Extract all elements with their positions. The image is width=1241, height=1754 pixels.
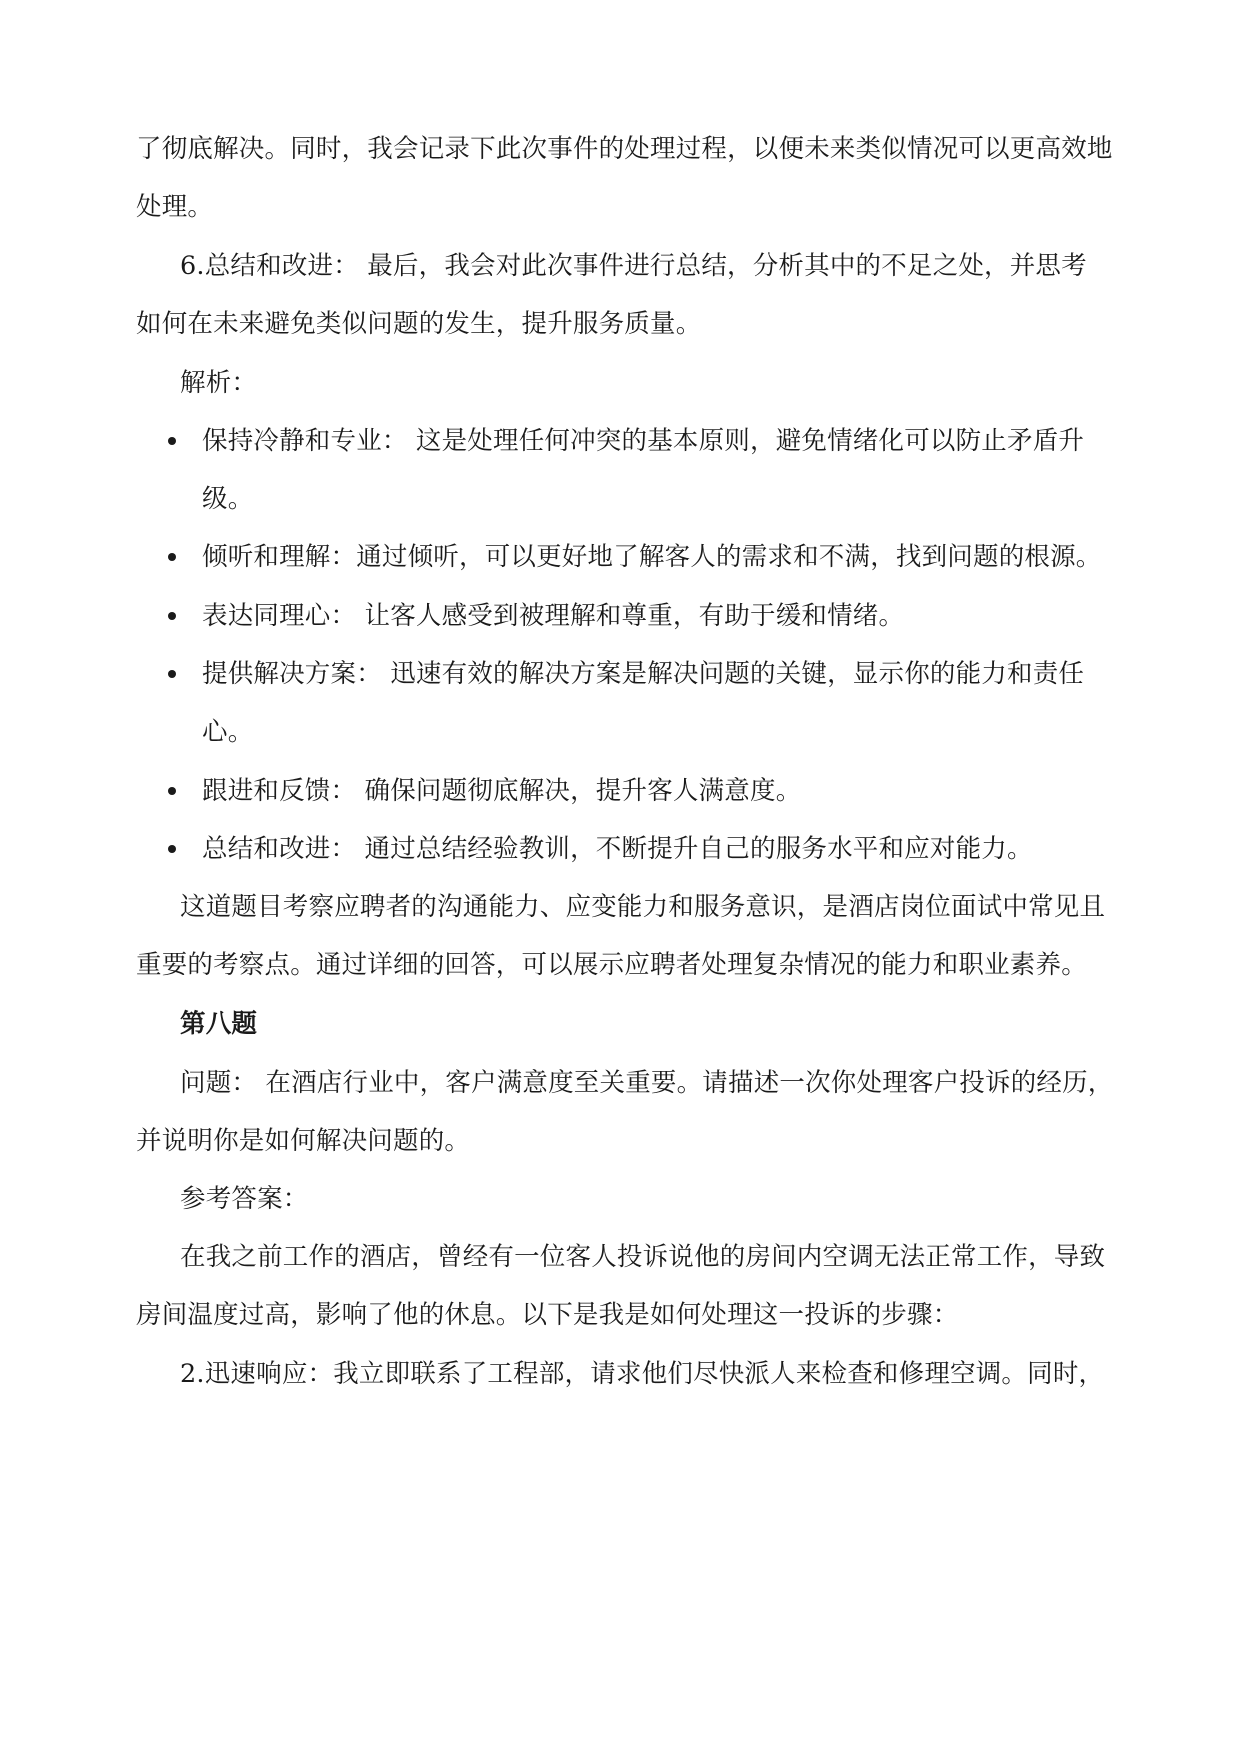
bullet-text: 倾听和理解：通过倾听，可以更好地了解客人的需求和不满，找到问题的根源。 <box>202 542 1102 572</box>
bullet-icon <box>168 437 176 445</box>
question-8-title: 第八题 <box>180 1009 258 1039</box>
reference-answer-heading: 参考答案： <box>180 1184 309 1214</box>
step-6-line: 如何在未来避免类似问题的发生，提升服务质量。 <box>136 309 702 339</box>
answer-line: 房间温度过高，影响了他的休息。以下是我是如何处理这一投诉的步骤： <box>136 1300 959 1330</box>
question-line: 并说明你是如何解决问题的。 <box>136 1126 471 1156</box>
paragraph-line: 了彻底解决。同时，我会记录下此次事件的处理过程，以便未来类似情况可以更高效地 <box>136 134 1113 164</box>
question-line: 问题： 在酒店行业中，客户满意度至关重要。请描述一次你处理客户投诉的经历， <box>180 1068 1114 1098</box>
bullet-text: 表达同理心： 让客人感受到被理解和尊重，有助于缓和情绪。 <box>202 601 905 631</box>
bullet-text: 跟进和反馈： 确保问题彻底解决，提升客人满意度。 <box>202 776 802 806</box>
bullet-text: 心。 <box>202 717 254 747</box>
step-6-line: 6.总结和改进： 最后，我会对此次事件进行总结，分析其中的不足之处，并思考 <box>180 251 1087 281</box>
answer-line: 在我之前工作的酒店，曾经有一位客人投诉说他的房间内空调无法正常工作，导致 <box>180 1242 1106 1272</box>
bullet-text: 提供解决方案： 迅速有效的解决方案是解决问题的关键，显示你的能力和责任 <box>202 659 1085 689</box>
analysis-heading: 解析： <box>180 368 258 398</box>
bullet-text: 级。 <box>202 484 254 514</box>
summary-line: 重要的考察点。通过详细的回答，可以展示应聘者处理复杂情况的能力和职业素养。 <box>136 950 1087 980</box>
bullet-icon <box>168 670 176 678</box>
bullet-text: 保持冷静和专业： 这是处理任何冲突的基本原则，避免情绪化可以防止矛盾升 <box>202 426 1085 456</box>
bullet-icon <box>168 553 176 561</box>
step-2-line: 2.迅速响应：我立即联系了工程部，请求他们尽快派人来检查和修理空调。同时， <box>180 1359 1105 1389</box>
summary-line: 这道题目考察应聘者的沟通能力、应变能力和服务意识，是酒店岗位面试中常见且 <box>180 892 1106 922</box>
bullet-icon <box>168 787 176 795</box>
bullet-text: 总结和改进： 通过总结经验教训，不断提升自己的服务水平和应对能力。 <box>202 834 1033 864</box>
bullet-icon <box>168 612 176 620</box>
paragraph-line: 处理。 <box>136 192 214 222</box>
bullet-icon <box>168 845 176 853</box>
